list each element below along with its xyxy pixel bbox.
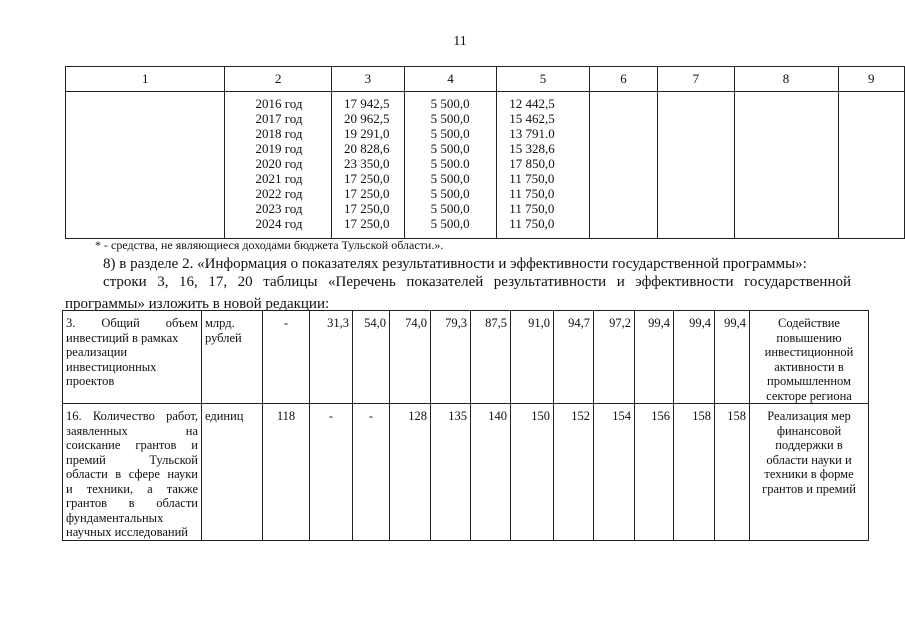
value-item: 11 750,0 <box>509 186 555 201</box>
indicator-name-line: заявленных на <box>66 423 198 438</box>
value-item: 15 462,5 <box>509 111 555 126</box>
value-cell: 91,0 <box>511 311 554 404</box>
result-cell <box>750 404 869 541</box>
value-item: 11 750,0 <box>509 171 555 186</box>
value-item: 13 791.0 <box>509 126 555 141</box>
cell-col1 <box>66 92 225 239</box>
value-item: 17 850,0 <box>509 156 555 171</box>
value-cell: 97,2 <box>594 311 635 404</box>
result-line: инвестиционной <box>764 345 854 359</box>
page-number: 11 <box>453 34 467 49</box>
value-cell: 79,3 <box>431 311 471 404</box>
unit-line: млрд. <box>205 316 235 330</box>
result-line: грантов и премий <box>762 481 856 496</box>
paragraph-section-2: 8) в разделе 2. «Информация о показателях результативности и эффективности государственной программы»: <box>103 256 807 272</box>
year-item: 2017 год <box>255 111 303 126</box>
col-header-6: 6 <box>589 67 657 92</box>
value-item: 15 328,6 <box>509 141 555 156</box>
col-header-5: 5 <box>497 67 590 92</box>
col-header-3: 3 <box>331 67 404 92</box>
result-cell <box>750 311 869 404</box>
value-item: 5 500,0 <box>430 171 470 186</box>
cell-col8 <box>734 92 838 239</box>
year-item: 2018 год <box>255 126 303 141</box>
col5-values <box>497 92 590 239</box>
value-cell: 99,4 <box>715 311 750 404</box>
unit-cell <box>202 311 263 404</box>
paragraph-rows-intro: строки 3, 16, 17, 20 таблицы «Перечень показателей результативности и эффективности государственной <box>103 274 851 290</box>
funding-table <box>65 66 905 239</box>
year-item: 2021 год <box>255 171 303 186</box>
value-item: 5 500,0 <box>430 126 470 141</box>
value-cell: - <box>263 311 310 404</box>
col-header-2: 2 <box>225 67 332 92</box>
cell-col6 <box>589 92 657 239</box>
value-item: 17 250,0 <box>343 186 390 201</box>
year-item: 2016 год <box>255 96 303 111</box>
value-item: 5 500,0 <box>430 216 470 231</box>
year-item: 2024 год <box>255 216 303 231</box>
indicator-name-line: инвестиционных <box>66 359 157 374</box>
col-header-8: 8 <box>734 67 838 92</box>
value-cell: 99,4 <box>635 311 674 404</box>
value-item: 11 750,0 <box>509 216 555 231</box>
year-item: 2020 год <box>255 156 303 171</box>
value-cell: 135 <box>431 404 471 541</box>
col3-values <box>331 92 404 239</box>
value-cell: - <box>310 404 353 541</box>
year-item: 2022 год <box>255 186 303 201</box>
result-line: Содействие <box>778 316 840 330</box>
result-line: Реализация мер <box>767 409 851 423</box>
result-line: финансовой <box>776 423 842 438</box>
value-item: 23 350,0 <box>343 156 390 171</box>
indicator-name-line: премий Тульской <box>66 452 198 467</box>
value-cell: 94,7 <box>554 311 594 404</box>
value-item: 19 291,0 <box>343 126 390 141</box>
table-row <box>66 92 905 239</box>
indicator-name-line: инвестиций в рамках <box>66 330 179 345</box>
col-header-7: 7 <box>658 67 734 92</box>
value-item: 5 500,0 <box>430 111 470 126</box>
value-item: 20 962,5 <box>343 111 390 126</box>
value-cell: 152 <box>554 404 594 541</box>
cell-col7 <box>658 92 734 239</box>
years-cell <box>225 92 332 239</box>
value-cell: 118 <box>263 404 310 541</box>
col-header-9: 9 <box>838 67 904 92</box>
indicator-name-line: грантов в области <box>66 496 198 510</box>
value-item: 5 500,0 <box>430 96 470 111</box>
result-line: области науки и <box>766 452 852 467</box>
result-line: секторе региона <box>766 388 852 403</box>
indicator-name-line: проектов <box>66 374 115 388</box>
result-line: активности в <box>774 359 844 374</box>
value-item: 5 500,0 <box>430 141 470 156</box>
unit-cell <box>202 404 263 541</box>
year-item: 2023 год <box>255 201 303 216</box>
value-cell: 74,0 <box>390 311 431 404</box>
footnote: * - средства, не являющиеся доходами бюджета Тульской области.». <box>95 238 444 252</box>
indicator-name-cell <box>63 311 202 404</box>
value-cell: 54,0 <box>353 311 390 404</box>
value-cell: - <box>353 404 390 541</box>
result-line: повышению <box>776 330 842 345</box>
table-row <box>63 311 869 404</box>
table-header-row <box>66 67 905 92</box>
value-item: 20 828,6 <box>343 141 390 156</box>
value-item: 17 250,0 <box>343 171 390 186</box>
value-item: 5 500.0 <box>430 156 470 171</box>
unit-line: единиц <box>205 409 244 423</box>
value-item: 5 500,0 <box>430 201 470 216</box>
indicator-name-line: реализации <box>66 345 128 359</box>
value-item: 17 250,0 <box>343 216 390 231</box>
col-header-4: 4 <box>404 67 497 92</box>
indicator-name-line: области в сфере науки <box>66 467 198 481</box>
value-cell: 31,3 <box>310 311 353 404</box>
value-cell: 99,4 <box>674 311 715 404</box>
col-header-1: 1 <box>66 67 225 92</box>
indicator-name-line: 3. Общий объем <box>66 316 198 330</box>
result-line: техники в форме <box>764 467 854 481</box>
indicator-name-line: 16. Количество работ, <box>66 409 198 423</box>
value-item: 11 750,0 <box>509 201 555 216</box>
paragraph-rows-intro-end: программы» изложить в новой редакции: <box>65 296 330 312</box>
result-line: промышленном <box>767 374 851 388</box>
indicators-table <box>62 310 869 541</box>
col4-values <box>404 92 497 239</box>
value-item: 17 250,0 <box>343 201 390 216</box>
value-cell: 158 <box>674 404 715 541</box>
value-cell: 158 <box>715 404 750 541</box>
indicator-name-cell <box>63 404 202 541</box>
cell-col9 <box>838 92 904 239</box>
table-row <box>63 404 869 541</box>
value-cell: 87,5 <box>471 311 511 404</box>
indicator-name-line: и техники, а также <box>66 481 198 496</box>
value-cell: 128 <box>390 404 431 541</box>
value-item: 5 500,0 <box>430 186 470 201</box>
value-cell: 150 <box>511 404 554 541</box>
indicator-name-line: фундаментальных <box>66 510 164 525</box>
indicator-name-line: соискание грантов и <box>66 438 198 452</box>
unit-line: рублей <box>205 330 242 345</box>
value-item: 12 442,5 <box>509 96 555 111</box>
value-cell: 140 <box>471 404 511 541</box>
value-item: 17 942,5 <box>343 96 390 111</box>
year-item: 2019 год <box>255 141 303 156</box>
indicator-name-line: научных исследований <box>66 525 188 539</box>
value-cell: 156 <box>635 404 674 541</box>
value-cell: 154 <box>594 404 635 541</box>
result-line: поддержки в <box>775 438 843 452</box>
